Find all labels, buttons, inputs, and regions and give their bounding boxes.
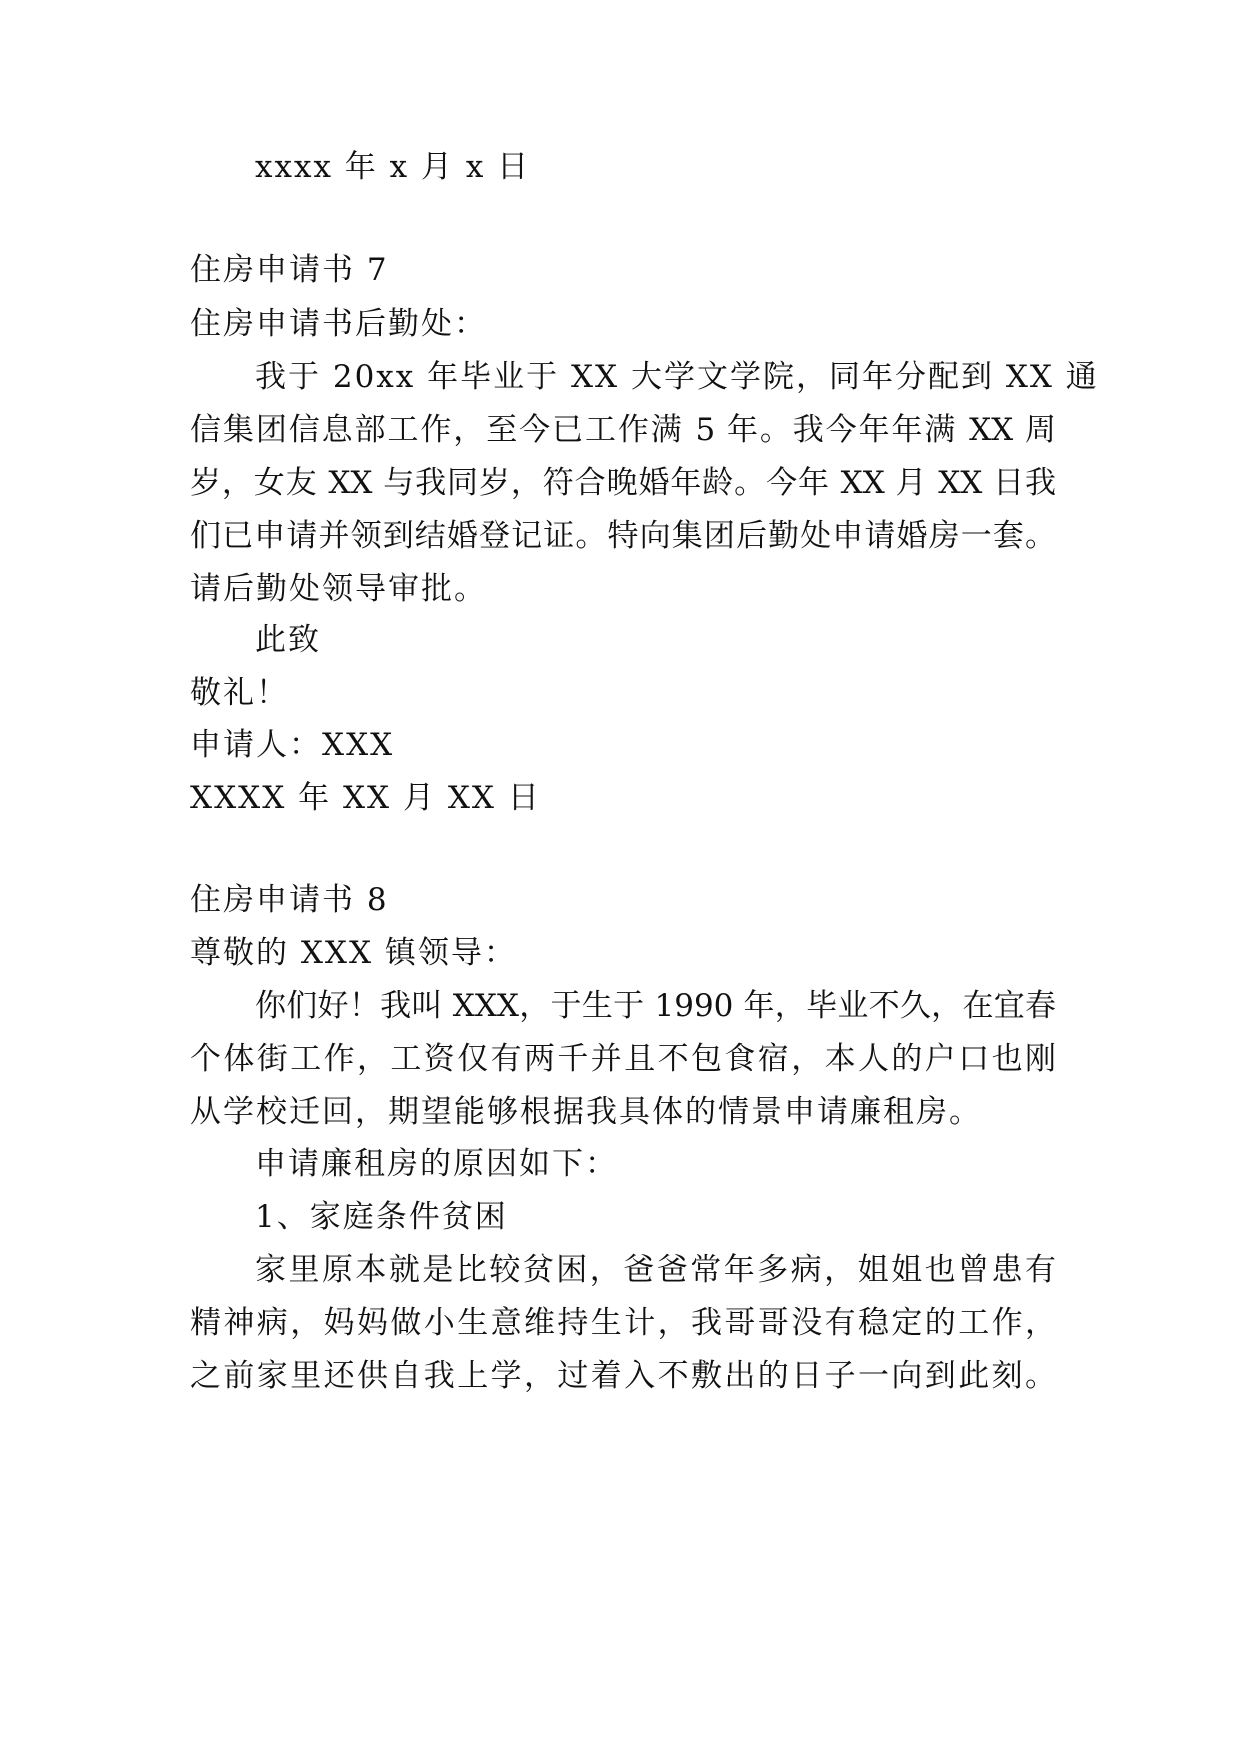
section-7-salutation: 住房申请书后勤处： [190, 306, 487, 342]
section-7-closing-1: 此致 [255, 622, 321, 658]
section-7-closing-2: 敬礼！ [190, 675, 289, 711]
top-date: xxxx 年 x 月 x 日 [255, 149, 531, 185]
section-8-heading: 住房申请书 8 [190, 882, 389, 918]
section-7-applicant: 申请人：XXX [190, 727, 395, 763]
section-8-para-line: 从学校迁回，期望能够根据我具体的情景申请廉租房。 [190, 1094, 982, 1130]
section-8-para-line: 家里原本就是比较贫困，爸爸常年多病，姐姐也曾患有 [255, 1252, 1056, 1288]
section-7-heading: 住房申请书 7 [190, 252, 389, 288]
section-7-body-line: 信集团信息部工作，至今已工作满 5 年。我今年年满 XX 周 [190, 412, 1056, 448]
section-8-para-line: 个体街工作，工资仅有两千并且不包食宿，本人的户口也刚 [190, 1041, 1056, 1077]
section-8-para-line: 之前家里还供自我上学，过着入不敷出的日子一向到此刻。 [190, 1358, 1056, 1394]
section-8-reasons-intro: 申请廉租房的原因如下： [255, 1146, 618, 1182]
section-7-body-line: 们已申请并领到结婚登记证。特向集团后勤处申请婚房一套。 [190, 518, 1056, 554]
section-7-body-line: 我于 20xx 年毕业于 XX 大学文学院，同年分配到 XX 通 [255, 359, 1099, 395]
section-7-body-line: 岁，女友 XX 与我同岁，符合晚婚年龄。今年 XX 月 XX 日我 [190, 465, 1056, 501]
section-7-body-line: 请后勤处领导审批。 [190, 571, 487, 607]
section-8-para-line: 精神病，妈妈做小生意维持生计，我哥哥没有稳定的工作， [190, 1305, 1056, 1341]
section-8-reason-1-title: 1、家庭条件贫困 [255, 1199, 508, 1235]
section-8-para-line: 你们好！我叫 XXX，于生于 1990 年，毕业不久，在宜春 [255, 988, 1056, 1024]
section-8-salutation: 尊敬的 XXX 镇领导： [190, 935, 517, 971]
section-7-date: XXXX 年 XX 月 XX 日 [190, 780, 541, 816]
